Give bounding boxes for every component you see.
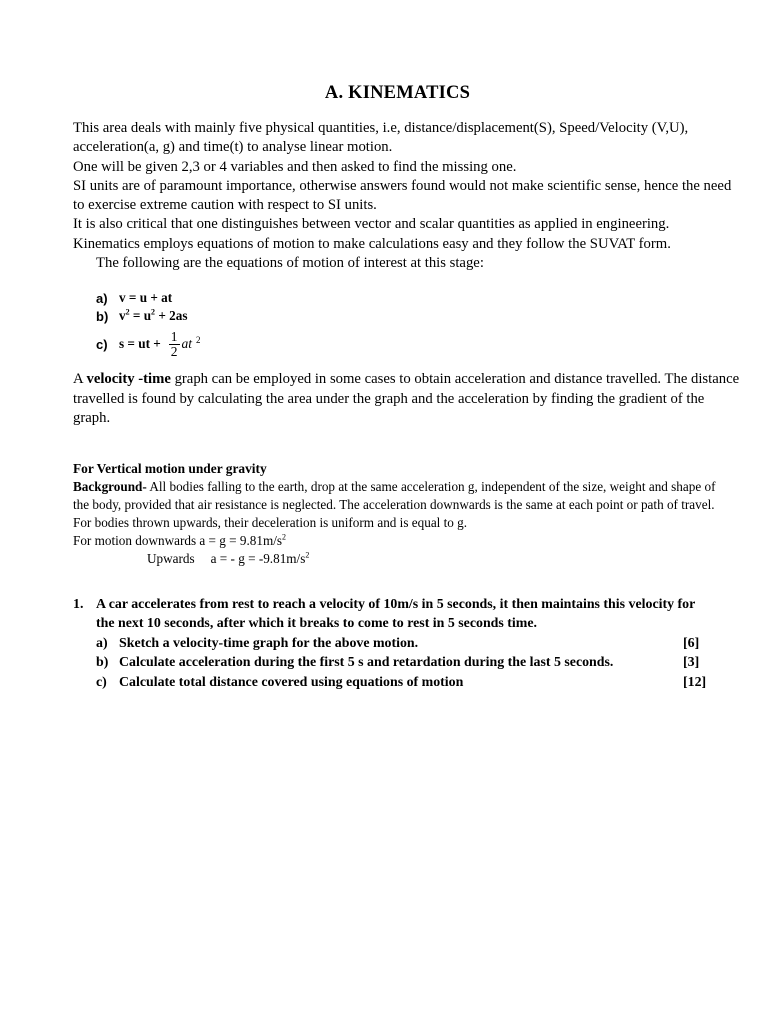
upwards-text: a = - g = -9.81m/s — [210, 551, 306, 566]
equation-letter: c) — [96, 336, 108, 352]
equation-u: u — [143, 308, 152, 323]
equation-a — [96, 289, 201, 307]
equation-text — [119, 308, 187, 324]
exponent: 2 — [151, 307, 156, 317]
intro-paragraph: One will be given 2,3 or 4 variables and then asked to find the missing one. — [73, 158, 517, 175]
intro-paragraph: SI units are of paramount importance, otherwise answers found would not make scientific sense, hence the need to exercise extreme caution with respect to SI units. — [73, 177, 732, 214]
vt-pre: A — [73, 371, 87, 387]
part-text: Calculate acceleration during the first 5 s and retardation during the last 5 seconds. — [119, 655, 614, 671]
exponent: 2 — [305, 550, 310, 560]
background-text: All bodies falling to the earth, drop at the same acceleration g, independent of the size, weight and shape of the body, provided that air resistance is neglected. The acceleration downwards is the same at each point or path of travel. For bodies thrown upwards, their deceleration is uniform and is equal to g. — [73, 479, 716, 530]
background-label: Background- — [73, 479, 147, 494]
intro-paragraph: This area deals with mainly five physical quantities, i.e, distance/displacement(S), Speed/Velocity (V,U), acceleration(a, g) and time(t) to analyse linear motion. — [73, 120, 689, 156]
upwards-label: Upwards — [147, 551, 195, 566]
exponent: 2 — [282, 532, 287, 542]
part-letter: c) — [96, 674, 107, 690]
equation-letter: a) — [96, 290, 108, 306]
question-number: 1. — [73, 597, 84, 612]
part-letter: b) — [96, 655, 109, 671]
equation-c — [96, 328, 201, 359]
velocity-time-paragraph — [73, 370, 743, 429]
gravity-upwards — [73, 550, 733, 568]
equation-equals: = — [129, 308, 144, 323]
equation-lhs: s = ut + — [119, 336, 161, 351]
question-1 — [73, 595, 713, 692]
gravity-heading: For Vertical motion under gravity — [73, 461, 267, 476]
fraction-denominator: 2 — [170, 343, 178, 359]
equation-text: v = u + at — [119, 290, 173, 305]
exponent: 2 — [125, 307, 130, 317]
fraction-numerator: 1 — [170, 328, 178, 344]
part-marks: [6] — [683, 635, 700, 651]
gravity-downwards — [73, 532, 733, 550]
intro-paragraph: It is also critical that one distinguishes between vector and scalar quantities as applied in engineering. — [73, 216, 670, 233]
equation-tail: + 2as — [158, 308, 188, 323]
gravity-section — [73, 460, 733, 568]
part-marks: [12] — [683, 674, 707, 690]
vt-post: graph can be employed in some cases to obtain acceleration and distance travelled. The distance travelled is found by calculating the area under the graph and the acceleration by finding the gradient of the graph. — [73, 371, 740, 426]
equation-letter: b) — [96, 308, 109, 324]
part-marks: [3] — [683, 655, 700, 671]
exponent: 2 — [196, 334, 201, 345]
question-text: A car accelerates from rest to reach a velocity of 10m/s in 5 seconds, it then maintains this velocity for the next 10 seconds, after which it breaks to come to rest in 5 seconds time. — [96, 597, 695, 632]
part-text: Calculate total distance covered using equations of motion — [119, 674, 464, 690]
equation-b — [96, 307, 201, 325]
intro-paragraph: Kinematics employs equations of motion to make calculations easy and they follow the SUVAT form. — [73, 235, 671, 252]
equation-at-term — [182, 336, 201, 352]
downwards-text: For motion downwards a = g = 9.81m/s — [73, 533, 283, 548]
fraction-one-half — [169, 330, 180, 359]
page-title: A. KINEMATICS — [324, 83, 471, 103]
equations-lead: The following are the equations of motion of interest at this stage: — [96, 255, 484, 272]
question-stem — [73, 595, 713, 634]
vt-bold: velocity -time — [86, 371, 171, 387]
question-part-b — [73, 653, 713, 672]
question-part-a — [73, 634, 713, 653]
at-symbol: at — [181, 336, 193, 351]
part-letter: a) — [96, 635, 108, 651]
part-text: Sketch a velocity-time graph for the above motion. — [119, 635, 419, 651]
equations-list — [96, 289, 201, 357]
gravity-background — [73, 478, 733, 532]
question-part-c — [73, 673, 713, 692]
equation-v: v — [119, 308, 126, 323]
intro-section — [73, 119, 743, 273]
